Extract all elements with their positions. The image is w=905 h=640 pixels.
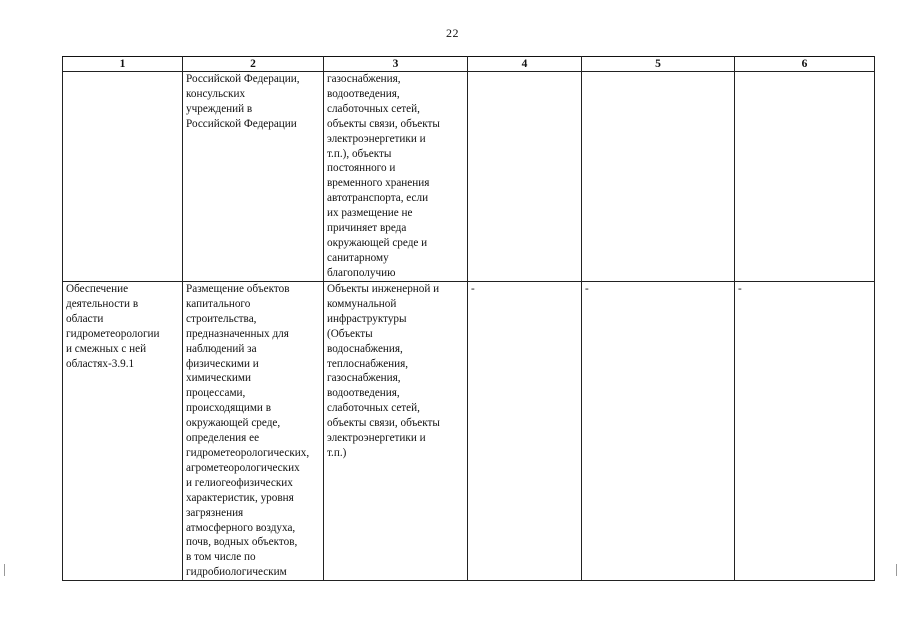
- table-cell: Размещение объектов капитального строительства, предназначенных для наблюдений за физическими и химическими процессами, происходящими в окружающей среде, определения ее гидрометеорологических, агрометеорологических и гелиогеофизических характеристик, уровня загрязнения атмосферного воздуха, почв, водных объектов, в том числе по гидробиологическим: [183, 282, 324, 581]
- table-cell: [582, 72, 735, 282]
- table-cell: -: [468, 282, 582, 581]
- header-cell-4: 4: [468, 57, 582, 72]
- table-cell: газоснабжения, водоотведения, слаботочных сетей, объекты связи, объекты электроэнергетики и т.п.), объекты постоянного и временного хранения автотранспорта, если их размещение не причиняет вреда окружающей среде и санитарному благополучию: [324, 72, 468, 282]
- scan-margin-mark-right: [896, 564, 897, 576]
- header-cell-6: 6: [735, 57, 875, 72]
- table-cell: [468, 72, 582, 282]
- table-row: [63, 282, 875, 581]
- land-use-table: [62, 56, 875, 581]
- table-cell: Обеспечение деятельности в области гидрометеорологии и смежных с ней областях-3.9.1: [63, 282, 183, 581]
- table-row: [63, 72, 875, 282]
- table-cell: [735, 72, 875, 282]
- table-cell: -: [582, 282, 735, 581]
- scan-margin-mark-left: [4, 564, 5, 576]
- header-cell-3: 3: [324, 57, 468, 72]
- table-cell: Объекты инженерной и коммунальной инфраструктуры (Объекты водоснабжения, теплоснабжения, газоснабжения, водоотведения, слаботочных сетей, объекты связи, объекты электроэнергетики и т.п.): [324, 282, 468, 581]
- page-number: 22: [446, 26, 459, 40]
- header-cell-5: 5: [582, 57, 735, 72]
- header-cell-1: 1: [63, 57, 183, 72]
- table-cell: [63, 72, 183, 282]
- table-cell: Российской Федерации, консульских учреждений в Российской Федерации: [183, 72, 324, 282]
- header-row: [63, 57, 875, 72]
- table-cell: -: [735, 282, 875, 581]
- header-cell-2: 2: [183, 57, 324, 72]
